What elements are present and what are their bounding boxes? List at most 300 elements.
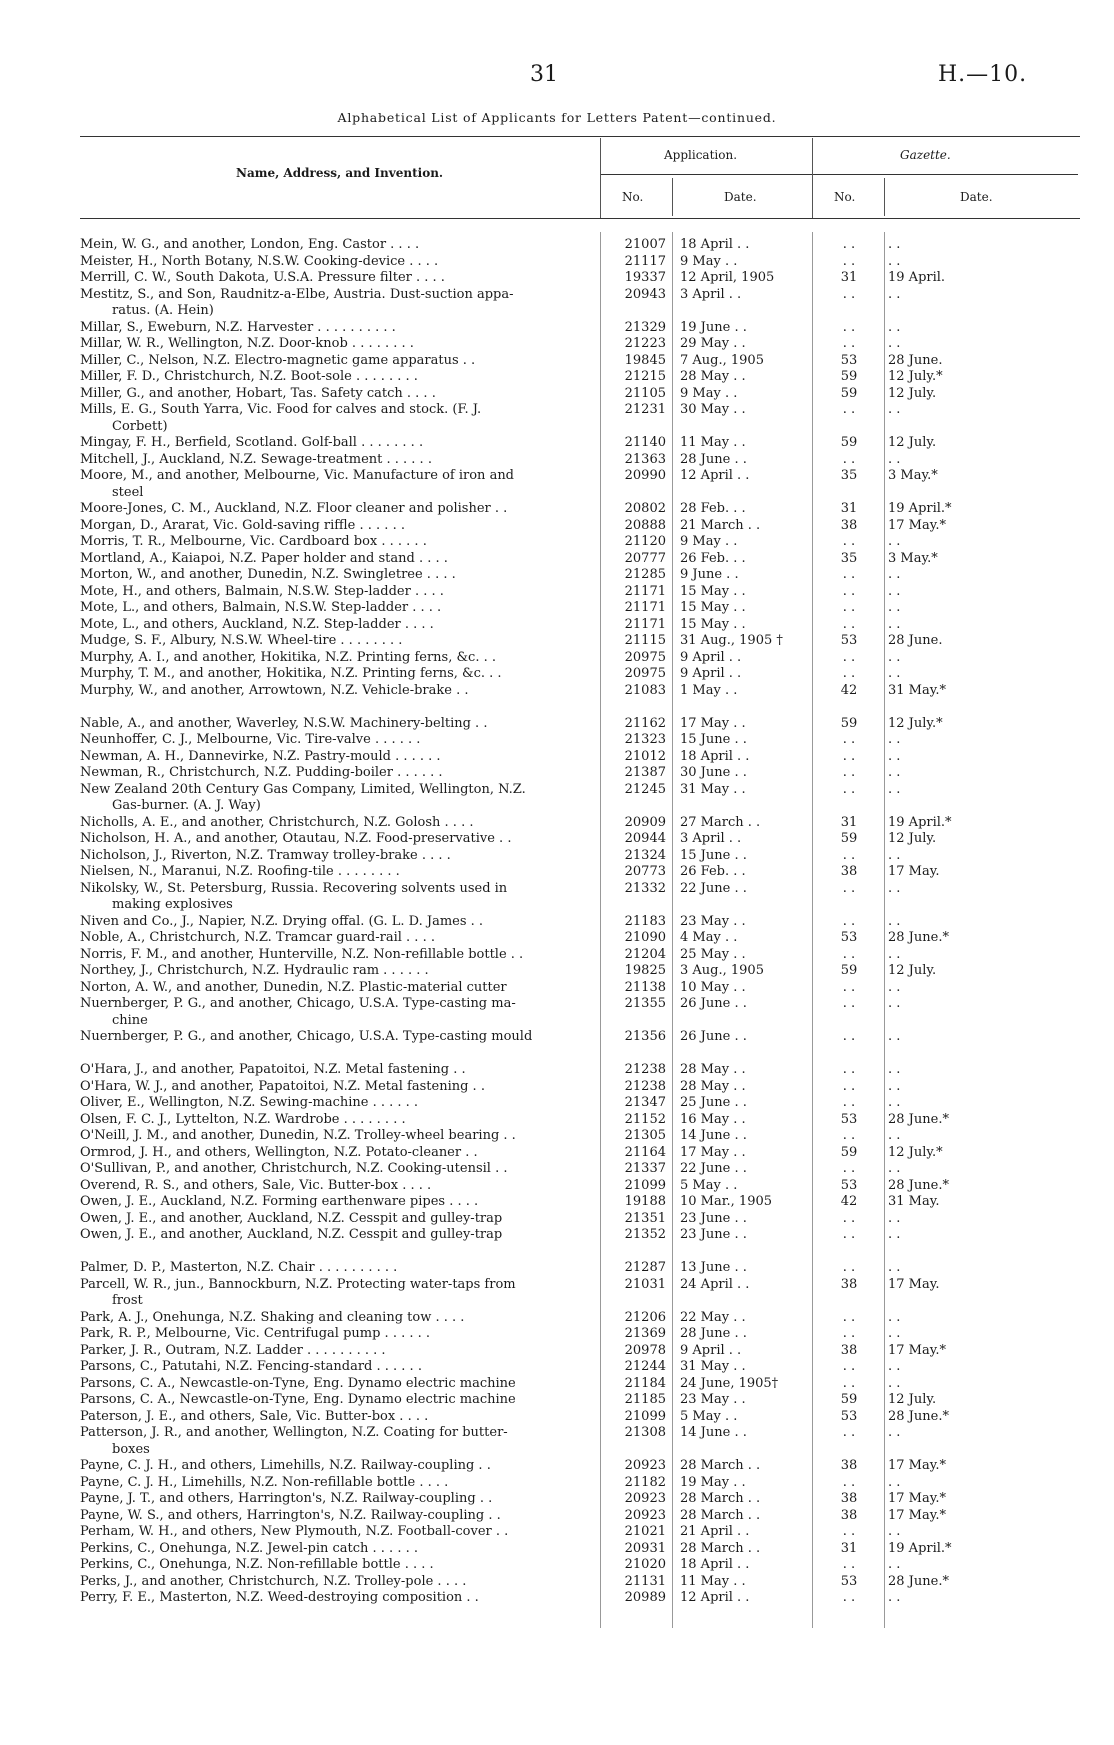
gazette-date-cell: 12 July.	[888, 385, 937, 401]
application-number-cell: 21324	[624, 847, 666, 863]
gazette-date-cell: . .	[888, 319, 901, 335]
applicant-name-cell: Park, R. P., Melbourne, Vic. Centrifugal pump . . . . . .	[80, 1326, 431, 1341]
application-date-cell: 22 June . .	[680, 1161, 747, 1176]
application-number-cell: 20923	[624, 1491, 666, 1506]
gazette-number-cell: 59	[840, 435, 858, 450]
table-row	[0, 1409, 1114, 1426]
gazette-date-cell: . .	[888, 1375, 901, 1391]
application-date-cell: 1 May . .	[680, 682, 738, 698]
application-number-cell: 21356	[624, 1029, 666, 1044]
application-date-cell: 17 May . .	[680, 715, 746, 731]
application-date-cell: 28 June . .	[680, 451, 747, 467]
gazette-date-cell: . .	[888, 451, 901, 467]
gazette-date-cell: 12 July.*	[888, 369, 943, 384]
table-row	[0, 666, 1114, 683]
gazette-date-cell: . .	[888, 1260, 901, 1275]
table-row	[0, 650, 1114, 667]
applicant-name-cell: frost	[112, 1293, 143, 1308]
gazette-date-cell: 28 June.*	[888, 930, 949, 945]
applicant-name-cell: Mitchell, J., Auckland, N.Z. Sewage-treatment . . . . . .	[80, 451, 432, 467]
application-date-cell: 28 March . .	[680, 1507, 761, 1523]
gazette-number-cell: . .	[842, 748, 856, 764]
application-number-cell: 21352	[624, 1227, 666, 1242]
table-row	[0, 1359, 1114, 1376]
application-number-cell: 21164	[624, 1144, 666, 1160]
application-date-cell: 10 May . .	[680, 979, 746, 995]
applicant-name-cell: Moore-Jones, C. M., Auckland, N.Z. Floor cleaner and polisher . .	[80, 501, 508, 516]
applicant-name-cell: Nikolsky, W., St. Petersburg, Russia. Recovering solvents used in	[80, 880, 508, 896]
application-date-cell: 11 May . .	[680, 1573, 746, 1589]
application-date-cell: 25 May . .	[680, 946, 746, 962]
table-row	[0, 1128, 1114, 1145]
application-date-cell: 19 June . .	[680, 319, 747, 335]
gazette-number-cell: . .	[842, 1375, 856, 1391]
application-date-cell: 15 May . .	[680, 616, 746, 632]
applicant-name-cell: Nable, A., and another, Waverley, N.S.W. Machinery-belting . .	[80, 715, 488, 731]
gazette-date-cell: . .	[888, 616, 901, 632]
gazette-date-cell: . .	[888, 336, 901, 351]
table-row	[0, 1062, 1114, 1079]
application-date-cell: 14 June . .	[680, 1128, 747, 1143]
application-number-cell: 21020	[624, 1557, 666, 1572]
gazette-number-cell: . .	[842, 996, 856, 1011]
application-number-cell: 20802	[624, 501, 666, 516]
application-date-cell: 31 May . .	[680, 1359, 746, 1374]
header-top-rule	[80, 136, 1080, 137]
application-date-cell: 15 May . .	[680, 583, 746, 599]
applicant-name-cell: Nuernberger, P. G., and another, Chicago, U.S.A. Type-casting mould	[80, 1029, 533, 1044]
application-number-cell: 20943	[624, 286, 666, 302]
applicant-name-cell: O'Hara, J., and another, Papatoitoi, N.Z. Metal fastening . .	[80, 1062, 466, 1077]
application-number-cell: 20978	[624, 1342, 666, 1358]
table-row	[0, 1557, 1114, 1574]
table-row	[0, 617, 1114, 634]
application-number-cell: 21287	[624, 1260, 666, 1275]
gazette-date-cell: . .	[888, 1128, 901, 1143]
application-date-cell: 28 June . .	[680, 1326, 747, 1341]
gazette-number-cell: . .	[842, 1425, 856, 1440]
applicant-name-cell: Nicholls, A. E., and another, Christchurch, N.Z. Golosh . . . .	[80, 814, 474, 830]
table-row	[0, 402, 1114, 419]
applicant-name-cell: Parker, J. R., Outram, N.Z. Ladder . . . . . . . . . .	[80, 1342, 386, 1358]
gazette-date-cell: . .	[888, 1474, 901, 1490]
gazette-number-cell: . .	[842, 1309, 856, 1325]
applicant-name-cell: Mortland, A., Kaiapoi, N.Z. Paper holder and stand . . . .	[80, 550, 448, 566]
gazette-number-cell: 53	[840, 930, 858, 945]
applicant-name-cell: Payne, W. S., and others, Harrington's, N.Z. Railway-coupling . .	[80, 1507, 501, 1523]
application-number-cell: 21171	[624, 600, 666, 615]
gazette-number-cell: 59	[840, 1392, 858, 1407]
applicant-name-cell: Murphy, W., and another, Arrowtown, N.Z. Vehicle-brake . .	[80, 682, 469, 698]
table-row	[0, 1277, 1114, 1294]
applicant-name-cell: Ormrod, J. H., and others, Wellington, N.Z. Potato-cleaner . .	[80, 1144, 478, 1160]
gazette-date-cell: . .	[888, 1062, 901, 1077]
gazette-date-cell: 17 May.*	[888, 517, 946, 533]
gazette-date-cell: 28 June.	[888, 352, 943, 368]
gazette-number-cell: 53	[840, 1111, 858, 1127]
gazette-number-cell: . .	[842, 567, 856, 582]
application-date-cell: 22 May . .	[680, 1309, 746, 1325]
table-row	[0, 1508, 1114, 1525]
gazette-date-cell: . .	[888, 1078, 901, 1094]
page-number: 31	[530, 62, 558, 87]
application-number-cell: 20888	[624, 517, 666, 533]
application-date-cell: 23 May . .	[680, 1392, 746, 1407]
applicant-name-cell: Mills, E. G., South Yarra, Vic. Food for calves and stock. (F. J.	[80, 402, 482, 417]
application-date-cell: 3 Aug., 1905	[680, 963, 764, 978]
applicant-list	[0, 237, 1114, 1607]
application-number-cell: 19337	[624, 270, 666, 285]
table-row	[0, 584, 1114, 601]
gazette-number-cell: 42	[840, 1194, 858, 1209]
application-date-cell: 29 May . .	[680, 336, 746, 351]
applicant-name-cell: steel	[112, 484, 144, 500]
gazette-date-cell: 17 May.*	[888, 1458, 946, 1473]
table-row	[0, 287, 1114, 304]
applicant-name-cell: Gas-burner. (A. J. Way)	[112, 798, 261, 813]
applicant-name-cell: Owen, J. E., and another, Auckland, N.Z. Cesspit and gulley-trap	[80, 1227, 503, 1242]
application-date-cell: 15 June . .	[680, 847, 747, 863]
header-divider-app-date	[672, 178, 673, 216]
header-mid-rule	[600, 174, 1078, 175]
table-row	[0, 716, 1114, 733]
gazette-number-cell: . .	[842, 979, 856, 995]
gazette-date-cell: . .	[888, 946, 901, 962]
application-number-cell: 21031	[624, 1276, 666, 1292]
gazette-number-cell: . .	[842, 600, 856, 615]
application-date-cell: 12 April, 1905	[680, 270, 775, 285]
gazette-number-cell: 38	[840, 1276, 858, 1292]
application-date-cell: 13 June . .	[680, 1260, 747, 1275]
gazette-date-cell: . .	[888, 1524, 901, 1539]
gazette-number-cell: . .	[842, 402, 856, 417]
applicant-name-cell: Neunhoffer, C. J., Melbourne, Vic. Tire-valve . . . . . .	[80, 732, 421, 747]
table-row	[0, 567, 1114, 584]
table-row	[0, 1326, 1114, 1343]
table-row	[0, 1392, 1114, 1409]
application-number-cell: 21105	[624, 385, 666, 401]
table-row	[0, 815, 1114, 832]
application-number-cell: 20923	[624, 1507, 666, 1523]
application-number-cell: 21120	[624, 534, 666, 549]
application-number-cell: 21138	[624, 979, 666, 995]
gazette-date-cell: . .	[888, 237, 901, 252]
gazette-number-cell: . .	[842, 451, 856, 467]
gazette-date-cell: . .	[888, 781, 901, 797]
table-row	[0, 914, 1114, 931]
application-number-cell: 21332	[624, 880, 666, 896]
gazette-date-cell: . .	[888, 600, 901, 615]
application-number-cell: 20975	[624, 666, 666, 681]
gazette-number-cell: . .	[842, 1210, 856, 1226]
gazette-no-header: No.	[834, 190, 856, 204]
gazette-number-cell: . .	[842, 583, 856, 599]
table-row	[0, 1574, 1114, 1591]
applicant-name-cell: Millar, W. R., Wellington, N.Z. Door-knob . . . . . . . .	[80, 336, 414, 351]
gazette-date-cell: 12 July.*	[888, 1144, 943, 1160]
application-date-cell: 5 May . .	[680, 1408, 738, 1424]
table-row	[0, 930, 1114, 947]
applicant-name-cell: Mestitz, S., and Son, Raudnitz-a-Elbe, Austria. Dust-suction appa-	[80, 286, 514, 302]
gazette-date-cell: 12 July.	[888, 831, 937, 846]
gazette-number-cell: 38	[840, 1342, 858, 1358]
gazette-number-cell: 59	[840, 369, 858, 384]
gazette-number-cell: . .	[842, 286, 856, 302]
gazette-number-cell: . .	[842, 880, 856, 896]
application-date-cell: 3 April . .	[680, 286, 742, 302]
application-number-cell: 21308	[624, 1425, 666, 1440]
application-date-cell: 9 May . .	[680, 385, 738, 401]
gazette-date-cell: . .	[888, 913, 901, 929]
application-number-cell: 21244	[624, 1359, 666, 1374]
applicant-name-cell: Norris, F. M., and another, Hunterville, N.Z. Non-refillable bottle . .	[80, 946, 524, 962]
application-number-cell: 21369	[624, 1326, 666, 1341]
table-row	[0, 980, 1114, 997]
table-row	[0, 782, 1114, 799]
table-row	[0, 1475, 1114, 1492]
application-date-cell: 28 May . .	[680, 1062, 746, 1077]
gazette-date-cell: 3 May.*	[888, 550, 938, 566]
header-divider-name	[600, 138, 601, 218]
applicant-name-cell: Perham, W. H., and others, New Plymouth, N.Z. Football-cover . .	[80, 1524, 509, 1539]
application-number-cell: 20923	[624, 1458, 666, 1473]
gazette-number-cell: 35	[840, 550, 858, 566]
applicant-name-cell: Mote, L., and others, Auckland, N.Z. Step-ladder . . . .	[80, 616, 434, 632]
gazette-date-cell: . .	[888, 1326, 901, 1341]
applicant-name-cell: Miller, F. D., Christchurch, N.Z. Boot-sole . . . . . . . .	[80, 369, 418, 384]
gazette-date-cell: . .	[888, 1590, 901, 1605]
table-row	[0, 947, 1114, 964]
application-number-cell: 21131	[624, 1573, 666, 1589]
application-date-cell: 28 March . .	[680, 1458, 761, 1473]
application-number-cell: 20777	[624, 550, 666, 566]
gazette-date-cell: . .	[888, 1029, 901, 1044]
application-number-cell: 21162	[624, 715, 666, 731]
applicant-name-cell: chine	[112, 1012, 148, 1028]
application-number-cell: 21182	[624, 1474, 666, 1490]
application-date-cell: 30 June . .	[680, 765, 747, 780]
applicant-name-cell: Noble, A., Christchurch, N.Z. Tramcar guard-rail . . . .	[80, 930, 435, 945]
application-number-cell: 21351	[624, 1210, 666, 1226]
application-number-cell: 21090	[624, 930, 666, 945]
application-number-cell: 20773	[624, 864, 666, 879]
application-number-cell: 20944	[624, 831, 666, 846]
gazette-number-cell: 38	[840, 1458, 858, 1473]
gazette-date-cell: 17 May.*	[888, 1342, 946, 1358]
gazette-number-cell: . .	[842, 765, 856, 780]
table-row	[0, 864, 1114, 881]
gazette-number-cell: 53	[840, 633, 858, 648]
gazette-number-cell: 38	[840, 864, 858, 879]
gazette-date-cell: . .	[888, 1309, 901, 1325]
gazette-date-cell: . .	[888, 1227, 901, 1242]
table-row	[0, 996, 1114, 1013]
application-date-cell: 21 April . .	[680, 1524, 750, 1539]
applicant-name-cell: Paterson, J. E., and others, Sale, Vic. Butter-box . . . .	[80, 1408, 429, 1424]
application-date-cell: 23 June . .	[680, 1227, 747, 1242]
gazette-number-cell: . .	[842, 781, 856, 797]
application-date-cell: 12 April . .	[680, 1590, 750, 1605]
applicant-name-cell: Miller, C., Nelson, N.Z. Electro-magnetic game apparatus . .	[80, 352, 476, 368]
table-row	[0, 1079, 1114, 1096]
application-date-cell: 9 June . .	[680, 567, 739, 582]
gazette-date-cell: . .	[888, 996, 901, 1011]
table-row	[0, 1425, 1114, 1442]
table-row	[0, 452, 1114, 469]
gazette-number-cell: 42	[840, 682, 858, 698]
application-number-cell: 20931	[624, 1540, 666, 1556]
gazette-date-cell: . .	[888, 666, 901, 681]
applicant-name-cell: Murphy, A. I., and another, Hokitika, N.Z. Printing ferns, &c. . .	[80, 649, 496, 665]
application-date-cell: 11 May . .	[680, 435, 746, 450]
applicant-name-cell: Owen, J. E., Auckland, N.Z. Forming earthenware pipes . . . .	[80, 1194, 479, 1209]
gazette-date-cell: . .	[888, 402, 901, 417]
table-row	[0, 831, 1114, 848]
application-date-cell: 28 Feb. . .	[680, 501, 746, 516]
gazette-date-cell: . .	[888, 583, 901, 599]
gazette-number-cell: . .	[842, 1359, 856, 1374]
gazette-date-cell: 12 July.*	[888, 715, 943, 731]
applicant-name-cell: Murphy, T. M., and another, Hokitika, N.Z. Printing ferns, &c. . .	[80, 666, 502, 681]
gazette-date-cell: 19 April.*	[888, 1540, 952, 1556]
applicant-name-cell: Niven and Co., J., Napier, N.Z. Drying offal. (G. L. D. James . .	[80, 913, 484, 929]
gazette-number-cell: . .	[842, 616, 856, 632]
application-number-cell: 21387	[624, 765, 666, 780]
table-header	[0, 0, 1114, 240]
gazette-number-cell: . .	[842, 666, 856, 681]
table-row	[0, 369, 1114, 386]
application-number-cell: 21363	[624, 451, 666, 467]
table-row	[0, 1145, 1114, 1162]
application-date-cell: 30 May . .	[680, 402, 746, 417]
table-row-continuation	[0, 798, 1114, 815]
gazette-number-cell: 31	[840, 501, 858, 516]
gazette-date-cell: 17 May.	[888, 1276, 940, 1292]
application-number-cell: 20975	[624, 649, 666, 665]
applicant-name-cell: Parcell, W. R., jun., Bannockburn, N.Z. Protecting water-taps from	[80, 1276, 516, 1292]
gazette-number-cell: 31	[840, 1540, 858, 1556]
gazette-number-cell: 53	[840, 1408, 858, 1424]
table-row	[0, 1541, 1114, 1558]
list-title: Alphabetical List of Applicants for Letters Patent—continued.	[337, 110, 777, 125]
table-row-continuation	[0, 1442, 1114, 1459]
gazette-date-cell: . .	[888, 979, 901, 995]
gazette-date-cell: 28 June.	[888, 633, 943, 648]
table-row	[0, 237, 1114, 254]
gazette-date-cell: . .	[888, 880, 901, 896]
application-number-cell: 21245	[624, 781, 666, 797]
application-date-cell: 25 June . .	[680, 1095, 747, 1110]
applicant-name-cell: Parsons, C. A., Newcastle-on-Tyne, Eng. Dynamo electric machine	[80, 1375, 516, 1391]
table-row	[0, 254, 1114, 271]
application-date-cell: 12 April . .	[680, 468, 750, 483]
table-row-continuation	[0, 303, 1114, 320]
gazette-date-cell: 19 April.*	[888, 501, 952, 516]
gazette-number-cell: . .	[842, 732, 856, 747]
application-no-header: No.	[622, 190, 644, 204]
application-date-cell: 17 May . .	[680, 1144, 746, 1160]
gazette-number-cell: . .	[842, 253, 856, 269]
application-date-cell: 28 May . .	[680, 369, 746, 384]
applicant-name-cell: O'Hara, W. J., and another, Papatoitoi, N.Z. Metal fastening . .	[80, 1078, 485, 1094]
gazette-column-header: Gazette.	[900, 148, 951, 162]
applicant-name-cell: boxes	[112, 1441, 150, 1457]
gazette-number-cell: . .	[842, 319, 856, 335]
gazette-date-cell: . .	[888, 748, 901, 764]
applicant-name-cell: Payne, C. J. H., and others, Limehills, N.Z. Railway-coupling . .	[80, 1458, 491, 1473]
table-row	[0, 1161, 1114, 1178]
table-row	[0, 1194, 1114, 1211]
table-row	[0, 1260, 1114, 1277]
table-row	[0, 518, 1114, 535]
section-gap	[0, 1046, 1114, 1063]
gazette-number-cell: . .	[842, 1095, 856, 1110]
application-date-cell: 9 April . .	[680, 1342, 742, 1358]
table-row	[0, 1458, 1114, 1475]
application-number-cell: 21305	[624, 1128, 666, 1143]
applicant-name-cell: Morris, T. R., Melbourne, Vic. Cardboard box . . . . . .	[80, 534, 427, 549]
applicant-name-cell: Nuernberger, P. G., and another, Chicago, U.S.A. Type-casting ma-	[80, 996, 516, 1011]
application-number-cell: 21099	[624, 1177, 666, 1193]
gazette-number-cell: 59	[840, 963, 858, 978]
gazette-date-cell: 31 May.	[888, 1194, 940, 1209]
application-date-cell: 5 May . .	[680, 1177, 738, 1193]
application-number-cell: 19188	[624, 1194, 666, 1209]
gazette-number-cell: 38	[840, 517, 858, 533]
gazette-date-cell: . .	[888, 1161, 901, 1176]
gazette-date-cell: 19 April.*	[888, 814, 952, 830]
application-number-cell: 21140	[624, 435, 666, 450]
application-number-cell: 21238	[624, 1078, 666, 1094]
gazette-number-cell: . .	[842, 534, 856, 549]
applicant-name-cell: Meister, H., North Botany, N.S.W. Cooking-device . . . .	[80, 253, 439, 269]
table-row	[0, 386, 1114, 403]
application-date-cell: 24 April . .	[680, 1276, 750, 1292]
table-row	[0, 270, 1114, 287]
gazette-date-cell: . .	[888, 1359, 901, 1374]
gazette-date-header: Date.	[960, 190, 993, 204]
table-row	[0, 501, 1114, 518]
gazette-number-cell: 53	[840, 352, 858, 368]
application-date-cell: 22 June . .	[680, 880, 747, 896]
table-row	[0, 1178, 1114, 1195]
applicant-name-cell: Parsons, C. A., Newcastle-on-Tyne, Eng. Dynamo electric machine	[80, 1392, 516, 1407]
gazette-date-cell: 28 June.*	[888, 1111, 949, 1127]
applicant-name-cell: Perkins, C., Onehunga, N.Z. Jewel-pin catch . . . . . .	[80, 1540, 418, 1556]
gazette-date-cell: 17 May.	[888, 864, 940, 879]
gazette-date-cell: . .	[888, 732, 901, 747]
gazette-number-cell: . .	[842, 1062, 856, 1077]
table-row	[0, 1310, 1114, 1327]
gazette-number-cell: . .	[842, 1078, 856, 1094]
applicant-name-cell: Nielsen, N., Maranui, N.Z. Roofing-tile . . . . . . . .	[80, 864, 400, 879]
application-date-cell: 3 April . .	[680, 831, 742, 846]
table-row	[0, 749, 1114, 766]
applicant-name-cell: Miller, G., and another, Hobart, Tas. Safety catch . . . .	[80, 385, 436, 401]
application-date-cell: 9 April . .	[680, 666, 742, 681]
section-gap	[0, 1244, 1114, 1261]
gazette-number-cell: . .	[842, 1326, 856, 1341]
table-row	[0, 551, 1114, 568]
gazette-number-cell: 53	[840, 1177, 858, 1193]
applicant-name-cell: Corbett)	[112, 418, 168, 434]
applicant-name-cell: Owen, J. E., and another, Auckland, N.Z. Cesspit and gulley-trap	[80, 1210, 503, 1226]
gazette-number-cell: 31	[840, 814, 858, 830]
applicant-name-cell: Nicholson, J., Riverton, N.Z. Tramway trolley-brake . . . .	[80, 847, 451, 863]
gazette-number-cell: 59	[840, 715, 858, 731]
gazette-number-cell: . .	[842, 1590, 856, 1605]
gazette-date-cell: . .	[888, 1210, 901, 1226]
